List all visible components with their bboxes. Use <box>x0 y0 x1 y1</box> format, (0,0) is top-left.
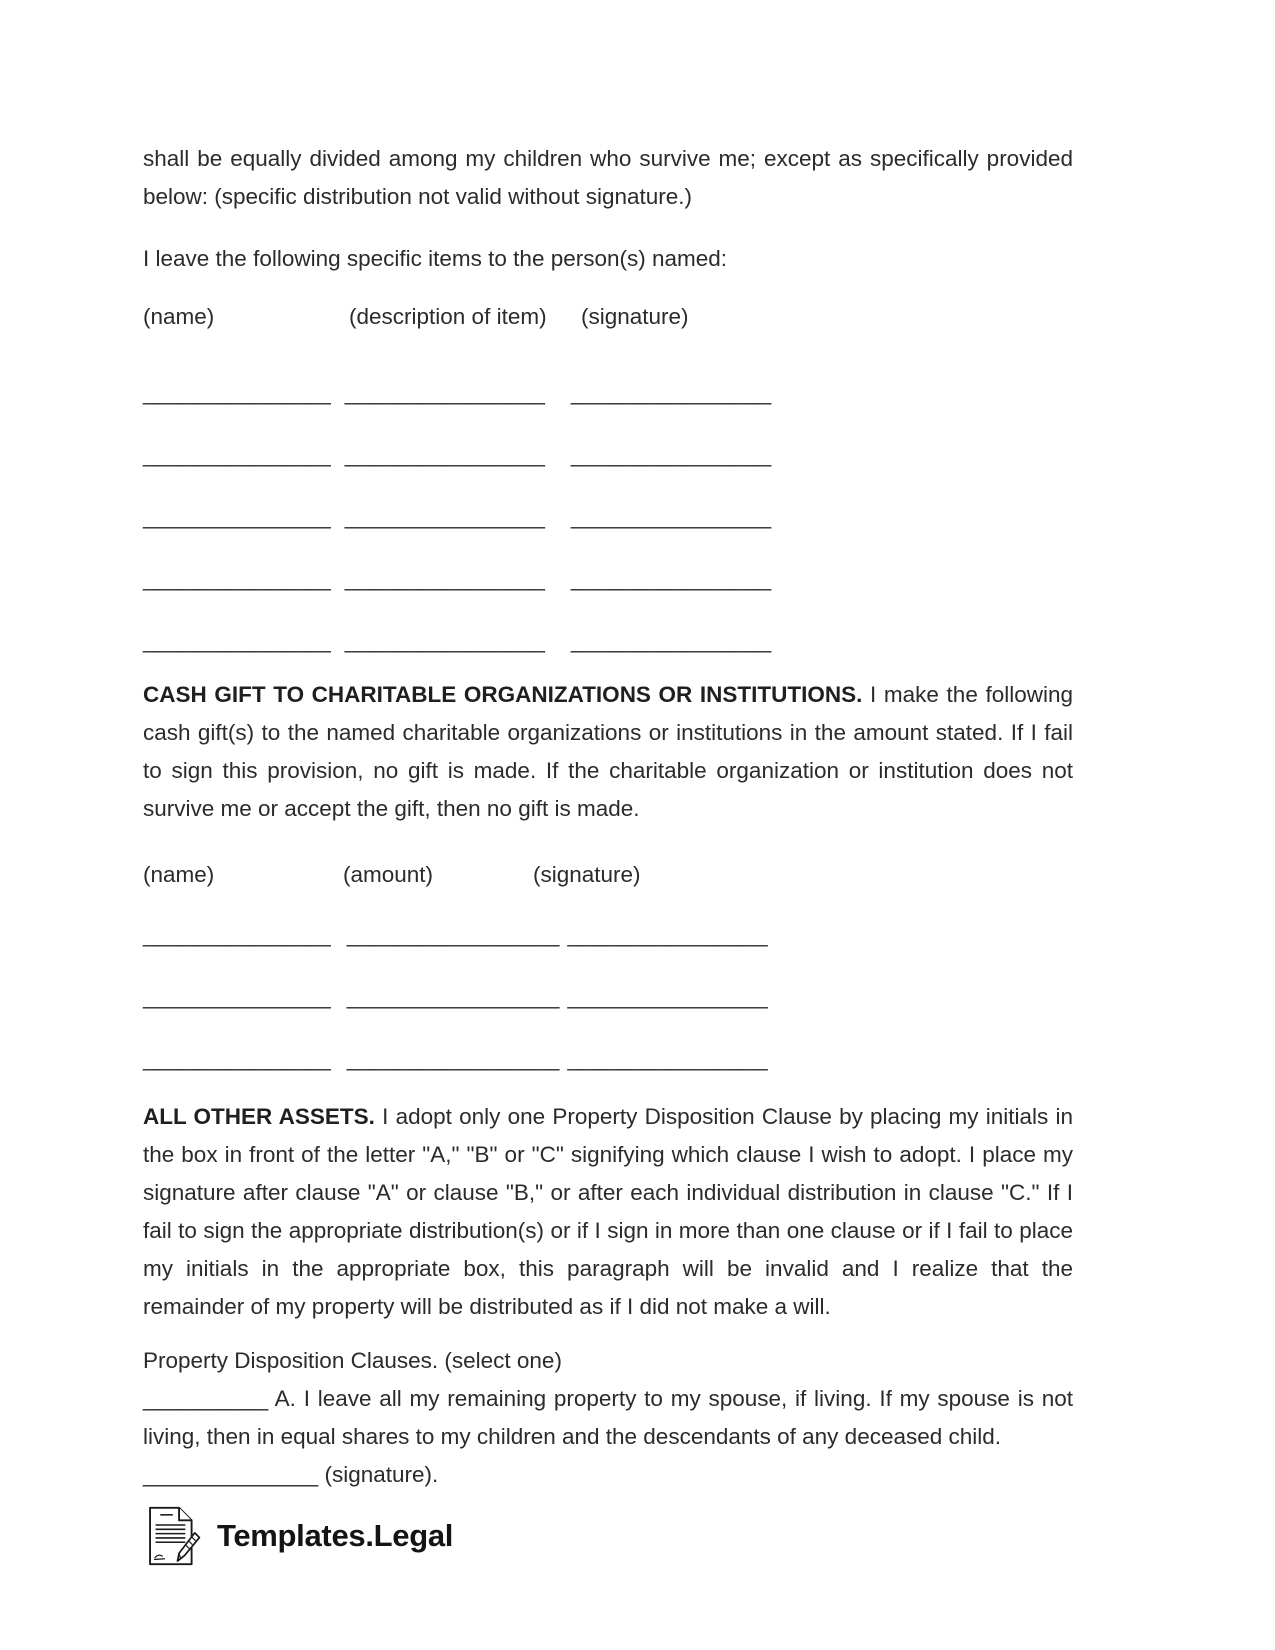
brand-footer <box>143 1504 1073 1568</box>
blank-amount-line: _________________ <box>346 984 560 1009</box>
disposition-lead: Property Disposition Clauses. (select one) <box>143 1348 562 1373</box>
blank-description-line: ________________ <box>344 380 545 405</box>
all-other-assets-heading: ALL OTHER ASSETS. <box>143 1104 375 1129</box>
blank-signature-line: ________________ <box>570 504 772 529</box>
column-header-description: (description of item) <box>349 304 547 329</box>
blank-signature-line: ________________ <box>570 628 772 653</box>
column-header-name: (name) <box>143 862 215 887</box>
specific-items-header-row <box>143 298 1073 336</box>
clause-a-initials-blank: __________ <box>143 1386 269 1411</box>
cash-gift-blank-row <box>143 924 1073 946</box>
blank-description-line: ________________ <box>344 628 545 653</box>
blank-name-line: _______________ <box>143 1046 331 1071</box>
blank-name-line: _______________ <box>143 504 331 529</box>
column-header-signature: (signature) <box>581 304 689 329</box>
intro-paragraph: shall be equally divided among my children who survive me; except as specifically provided below: (specific distribution not valid without signature.) <box>143 146 1073 209</box>
cash-gift-blank-row <box>143 986 1073 1008</box>
blank-description-line: ________________ <box>344 442 545 467</box>
all-other-assets-body: I adopt only one Property Disposition Clause by placing my initials in the box in front of the letter "A," "B" or "C" signifying which clause I wish to adopt. I place my signature after clause "A" or clause "B," or after each individual distribution in clause "C." If I fail to sign the appropriate distribution(s) or if I sign in more than one clause or if I fail to place my initials in the appropriate box, this paragraph will be invalid and I realize that the remainder of my property will be distributed as if I did not make a will. <box>143 1104 1073 1319</box>
blank-description-line: ________________ <box>344 504 545 529</box>
specific-items-blank-row <box>143 506 1073 528</box>
blank-signature-line: ________________ <box>570 380 772 405</box>
blank-name-line: _______________ <box>143 984 331 1009</box>
clause-a-text: A. I leave all my remaining property to my spouse, if living. If my spouse is not living, then in equal shares to my children and the descendants of any deceased child. <box>143 1386 1073 1449</box>
blank-signature-line: ________________ <box>570 566 772 591</box>
specific-items-blank-row <box>143 630 1073 652</box>
blank-name-line: _______________ <box>143 922 331 947</box>
blank-name-line: _______________ <box>143 566 331 591</box>
signature-label: (signature). <box>318 1462 439 1487</box>
blank-name-line: _______________ <box>143 628 331 653</box>
blank-amount-line: _________________ <box>346 922 560 947</box>
blank-amount-line: _________________ <box>346 1046 560 1071</box>
blank-signature-line: ________________ <box>567 1046 768 1071</box>
blank-signature-line: ________________ <box>567 922 768 947</box>
signature-blank: ______________ <box>143 1462 319 1487</box>
all-other-assets-paragraph <box>143 1098 1073 1326</box>
specific-items-blank-row <box>143 568 1073 590</box>
column-header-amount: (amount) <box>343 862 434 887</box>
cash-gift-header-row <box>143 856 1073 894</box>
brand-name: Templates.Legal <box>217 1518 454 1553</box>
document-pen-icon <box>143 1504 201 1568</box>
blank-name-line: _______________ <box>143 442 331 467</box>
cash-gift-paragraph <box>143 676 1073 828</box>
clause-a-paragraph <box>143 1380 1073 1456</box>
specific-items-blank-row <box>143 382 1073 404</box>
clause-a-signature-line <box>143 1456 1073 1494</box>
cash-gift-blank-row <box>143 1048 1073 1070</box>
specific-items-lead: I leave the following specific items to the person(s) named: <box>143 246 728 271</box>
cash-gift-heading: CASH GIFT TO CHARITABLE ORGANIZATIONS OR INSTITUTIONS. <box>143 682 863 707</box>
blank-name-line: _______________ <box>143 380 331 405</box>
blank-description-line: ________________ <box>344 566 545 591</box>
cash-gift-body: I make the following cash gift(s) to the named charitable organizations or institutions in the amount stated. If I fail to sign this provision, no gift is made. If the charitable organization or institution does not survive me or accept the gift, then no gift is made. <box>143 682 1074 821</box>
column-header-name: (name) <box>143 304 215 329</box>
blank-signature-line: ________________ <box>570 442 772 467</box>
column-header-signature: (signature) <box>533 862 641 887</box>
specific-items-blank-row <box>143 444 1073 466</box>
blank-signature-line: ________________ <box>567 984 768 1009</box>
